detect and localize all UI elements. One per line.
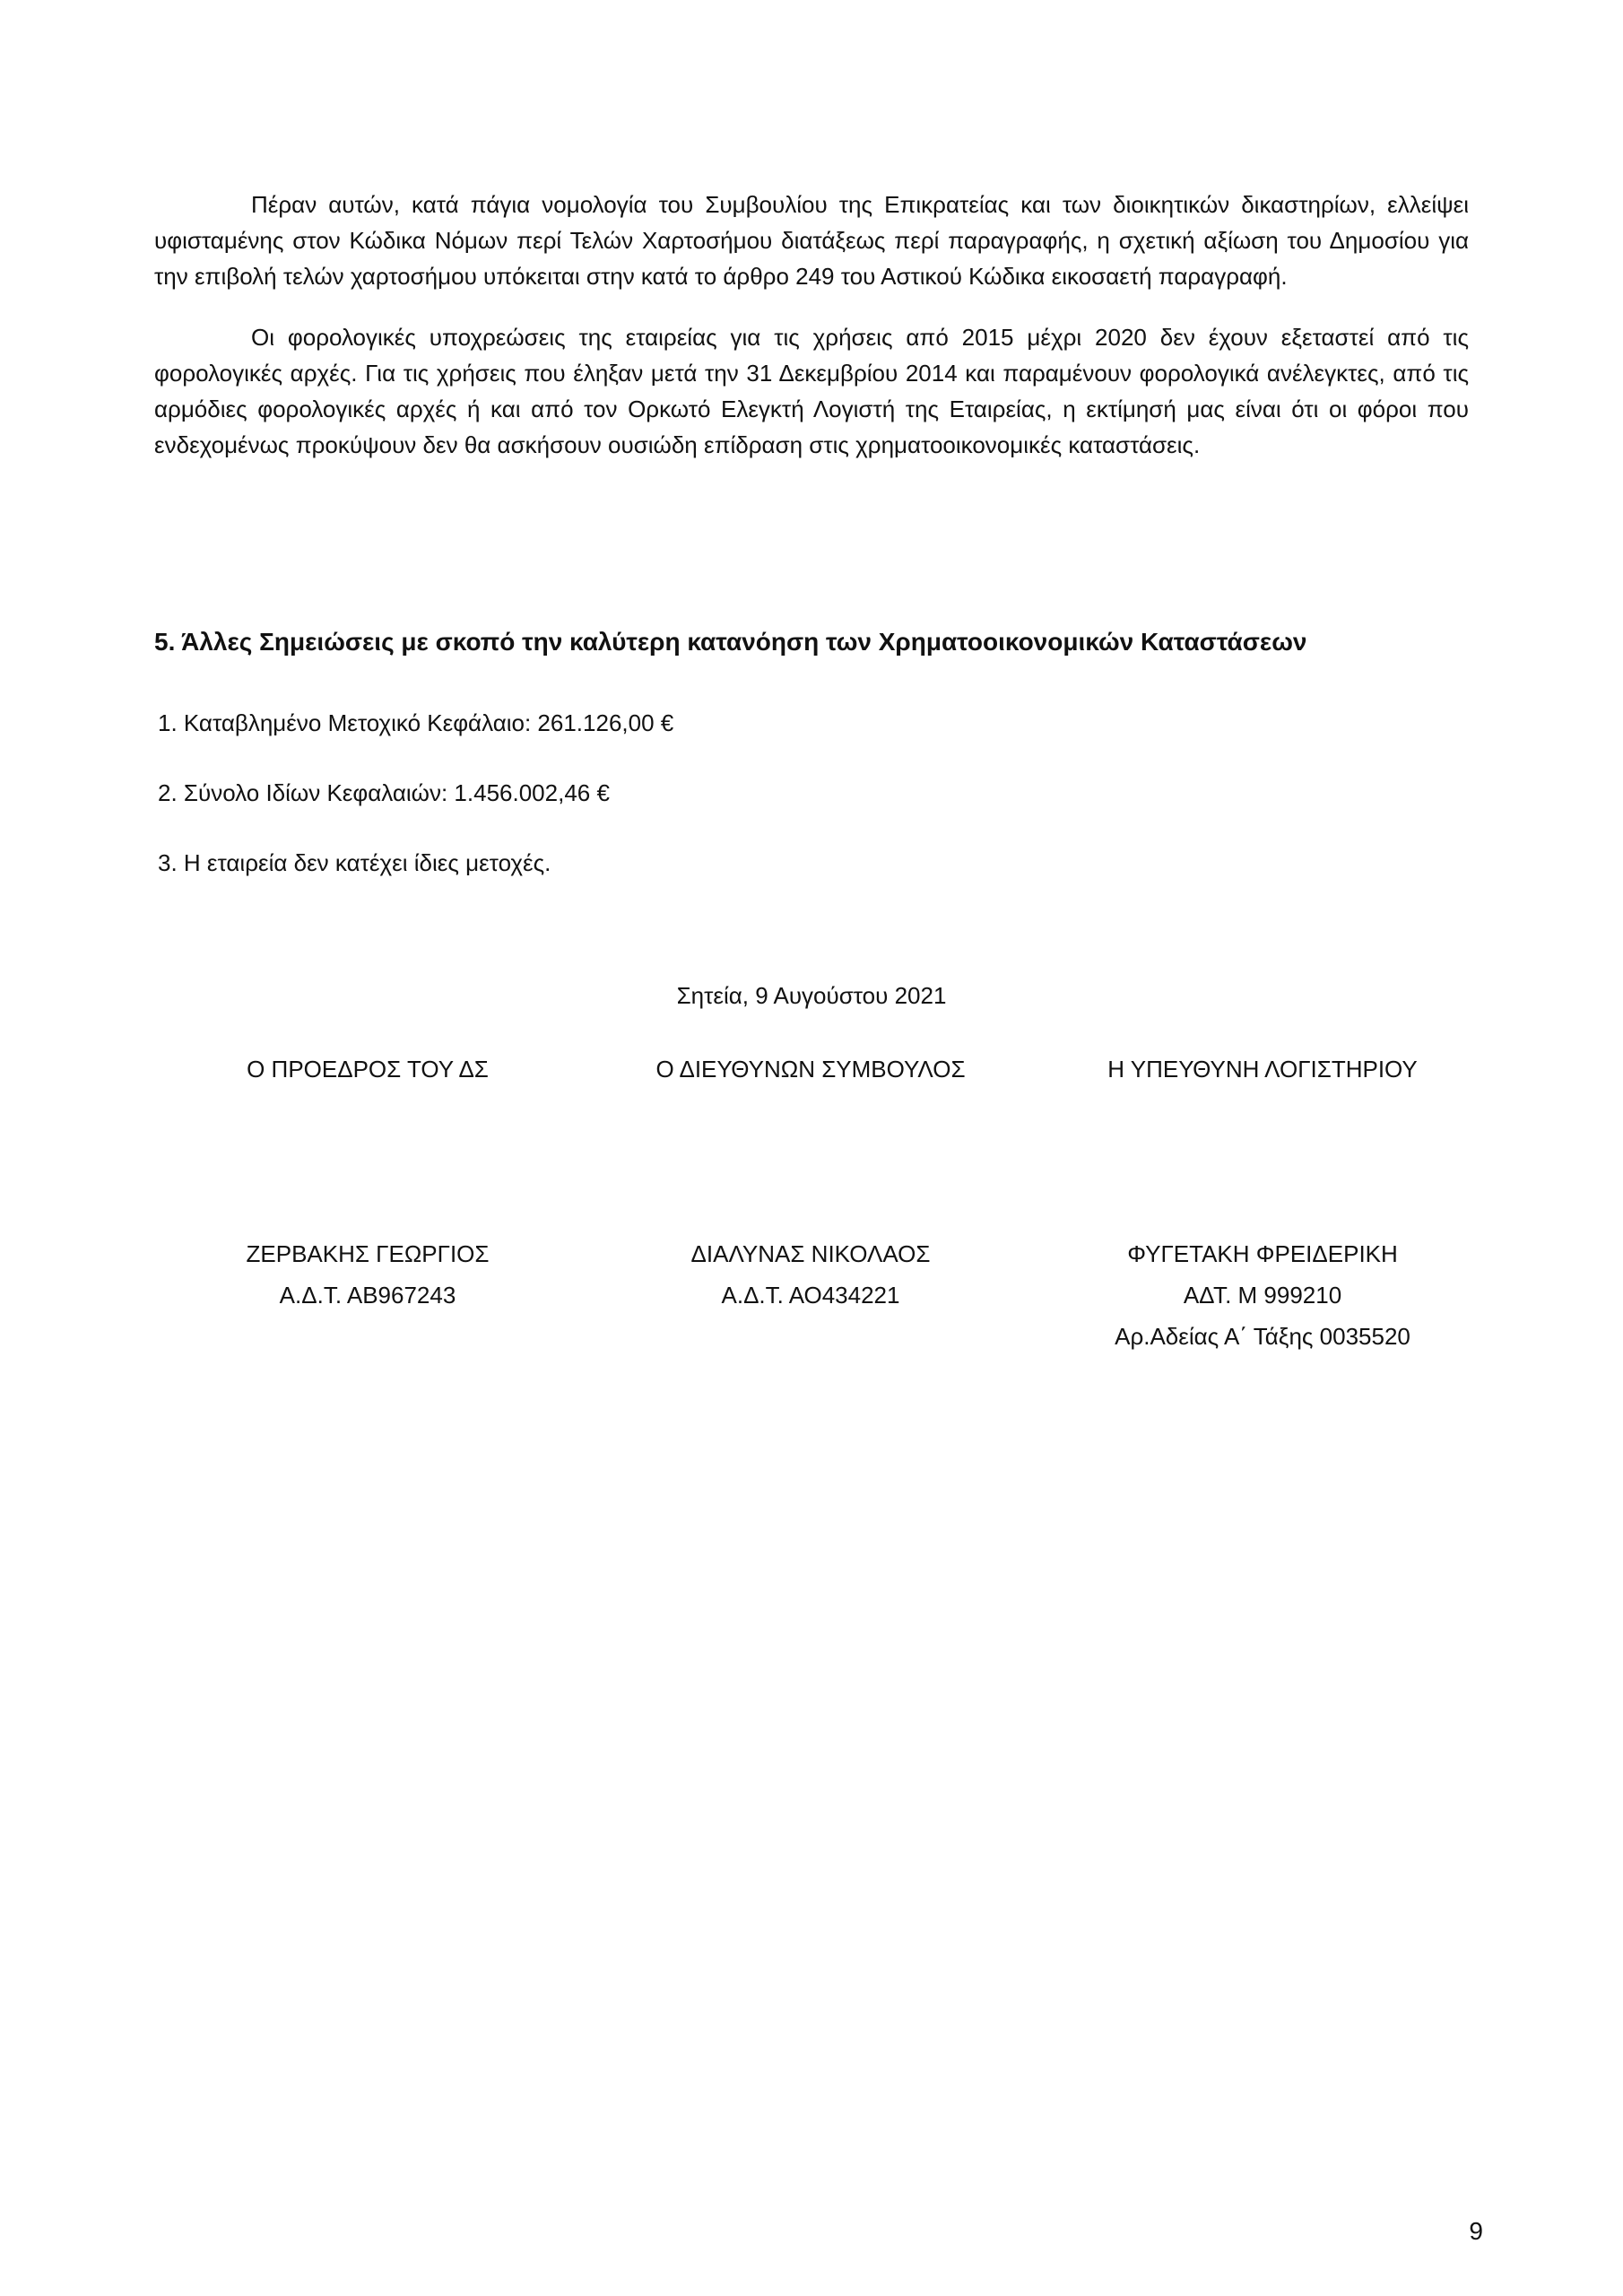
signatory-title-chairman: Ο ΠΡΟΕΔΡΟΣ ΤΟΥ ΔΣ bbox=[247, 1056, 489, 1083]
paragraph-stamp-duty: Πέραν αυτών, κατά πάγια νομολογία του Συμβουλίου της Επικρατείας και των διοικητικών δικαστηρίων, ελλείψει υφισταμένης στον Κώδικα Νόμων περί Τελών Χαρτοσήμου διατάξεως περί παραγραφής, η σχετική αξίωση του Δημοσίου για την επιβολή τελών χαρτοσήμου υπόκειται στην κατά το άρθρο 249 του Αστικού Κώδικα εικοσαετή παραγραφή. bbox=[154, 191, 1469, 290]
signatory-title-accountant: Η ΥΠΕΥΘΥΝΗ ΛΟΓΙΣΤΗΡΙΟΥ bbox=[1107, 1056, 1418, 1083]
signatory-id: Α.Δ.Τ. ΑΟ434221 bbox=[721, 1282, 900, 1309]
paragraph-tax-obligations: Οι φορολογικές υποχρεώσεις της εταιρείας για τις χρήσεις από 2015 μέχρι 2020 δεν έχουν εξεταστεί από τις φορολογικές αρχές. Για τις χρήσεις που έληξαν μετά την 31 Δεκεμβρίου 2014 και παραμένουν φορολογικά ανέλεγκτες, από τις αρμόδιες φορολογικές αρχές ή και από τον Ορκωτό Ελεγκτή Λογιστή της Εταιρείας, η εκτίμησή μας είναι ότι οι φόροι που ενδεχομένως προκύψουν δεν θα ασκήσουν ουσιώδη επίδραση στις χρηματοοικονομικές καταστάσεις. bbox=[154, 324, 1469, 458]
signatory-name: ΖΕΡΒΑΚΗΣ ΓΕΩΡΓΙΟΣ bbox=[246, 1240, 490, 1267]
place-date: Σητεία, 9 Αυγούστου 2021 bbox=[676, 982, 947, 1009]
signatory-block-ceo bbox=[577, 1233, 1044, 1316]
signatory-title-ceo: Ο ΔΙΕΥΘΥΝΩΝ ΣΥΜΒΟΥΛΟΣ bbox=[655, 1056, 966, 1083]
notes-list bbox=[158, 705, 673, 915]
body-text bbox=[154, 187, 1469, 463]
note-item: 2. Σύνολο Ιδίων Κεφαλαιών: 1.456.002,46 € bbox=[158, 779, 610, 806]
signatory-name: ΔΙΑΛΥΝΑΣ ΝΙΚΟΛΑΟΣ bbox=[690, 1240, 931, 1267]
signatory-block-accountant bbox=[1029, 1233, 1496, 1357]
note-item: 3. Η εταιρεία δεν κατέχει ίδιες μετοχές. bbox=[158, 849, 551, 876]
signatory-license: Αρ.Αδείας Α΄ Τάξης 0035520 bbox=[1115, 1323, 1410, 1350]
note-item: 1. Καταβλημένο Μετοχικό Κεφάλαιο: 261.126,00 € bbox=[158, 709, 674, 736]
signatory-id: ΑΔΤ. Μ 999210 bbox=[1183, 1282, 1342, 1309]
section-heading: 5. Άλλες Σημειώσεις με σκοπό την καλύτερη κατανόηση των Χρηματοοικονομικών Καταστάσεων bbox=[154, 628, 1307, 656]
signatory-name: ΦΥΓΕΤΑΚΗ ΦΡΕΙΔΕΡΙΚΗ bbox=[1127, 1240, 1398, 1267]
page-number: 9 bbox=[1469, 2217, 1483, 2245]
signatory-block-chairman bbox=[135, 1233, 601, 1316]
signatory-id: Α.Δ.Τ. ΑΒ967243 bbox=[279, 1282, 456, 1309]
